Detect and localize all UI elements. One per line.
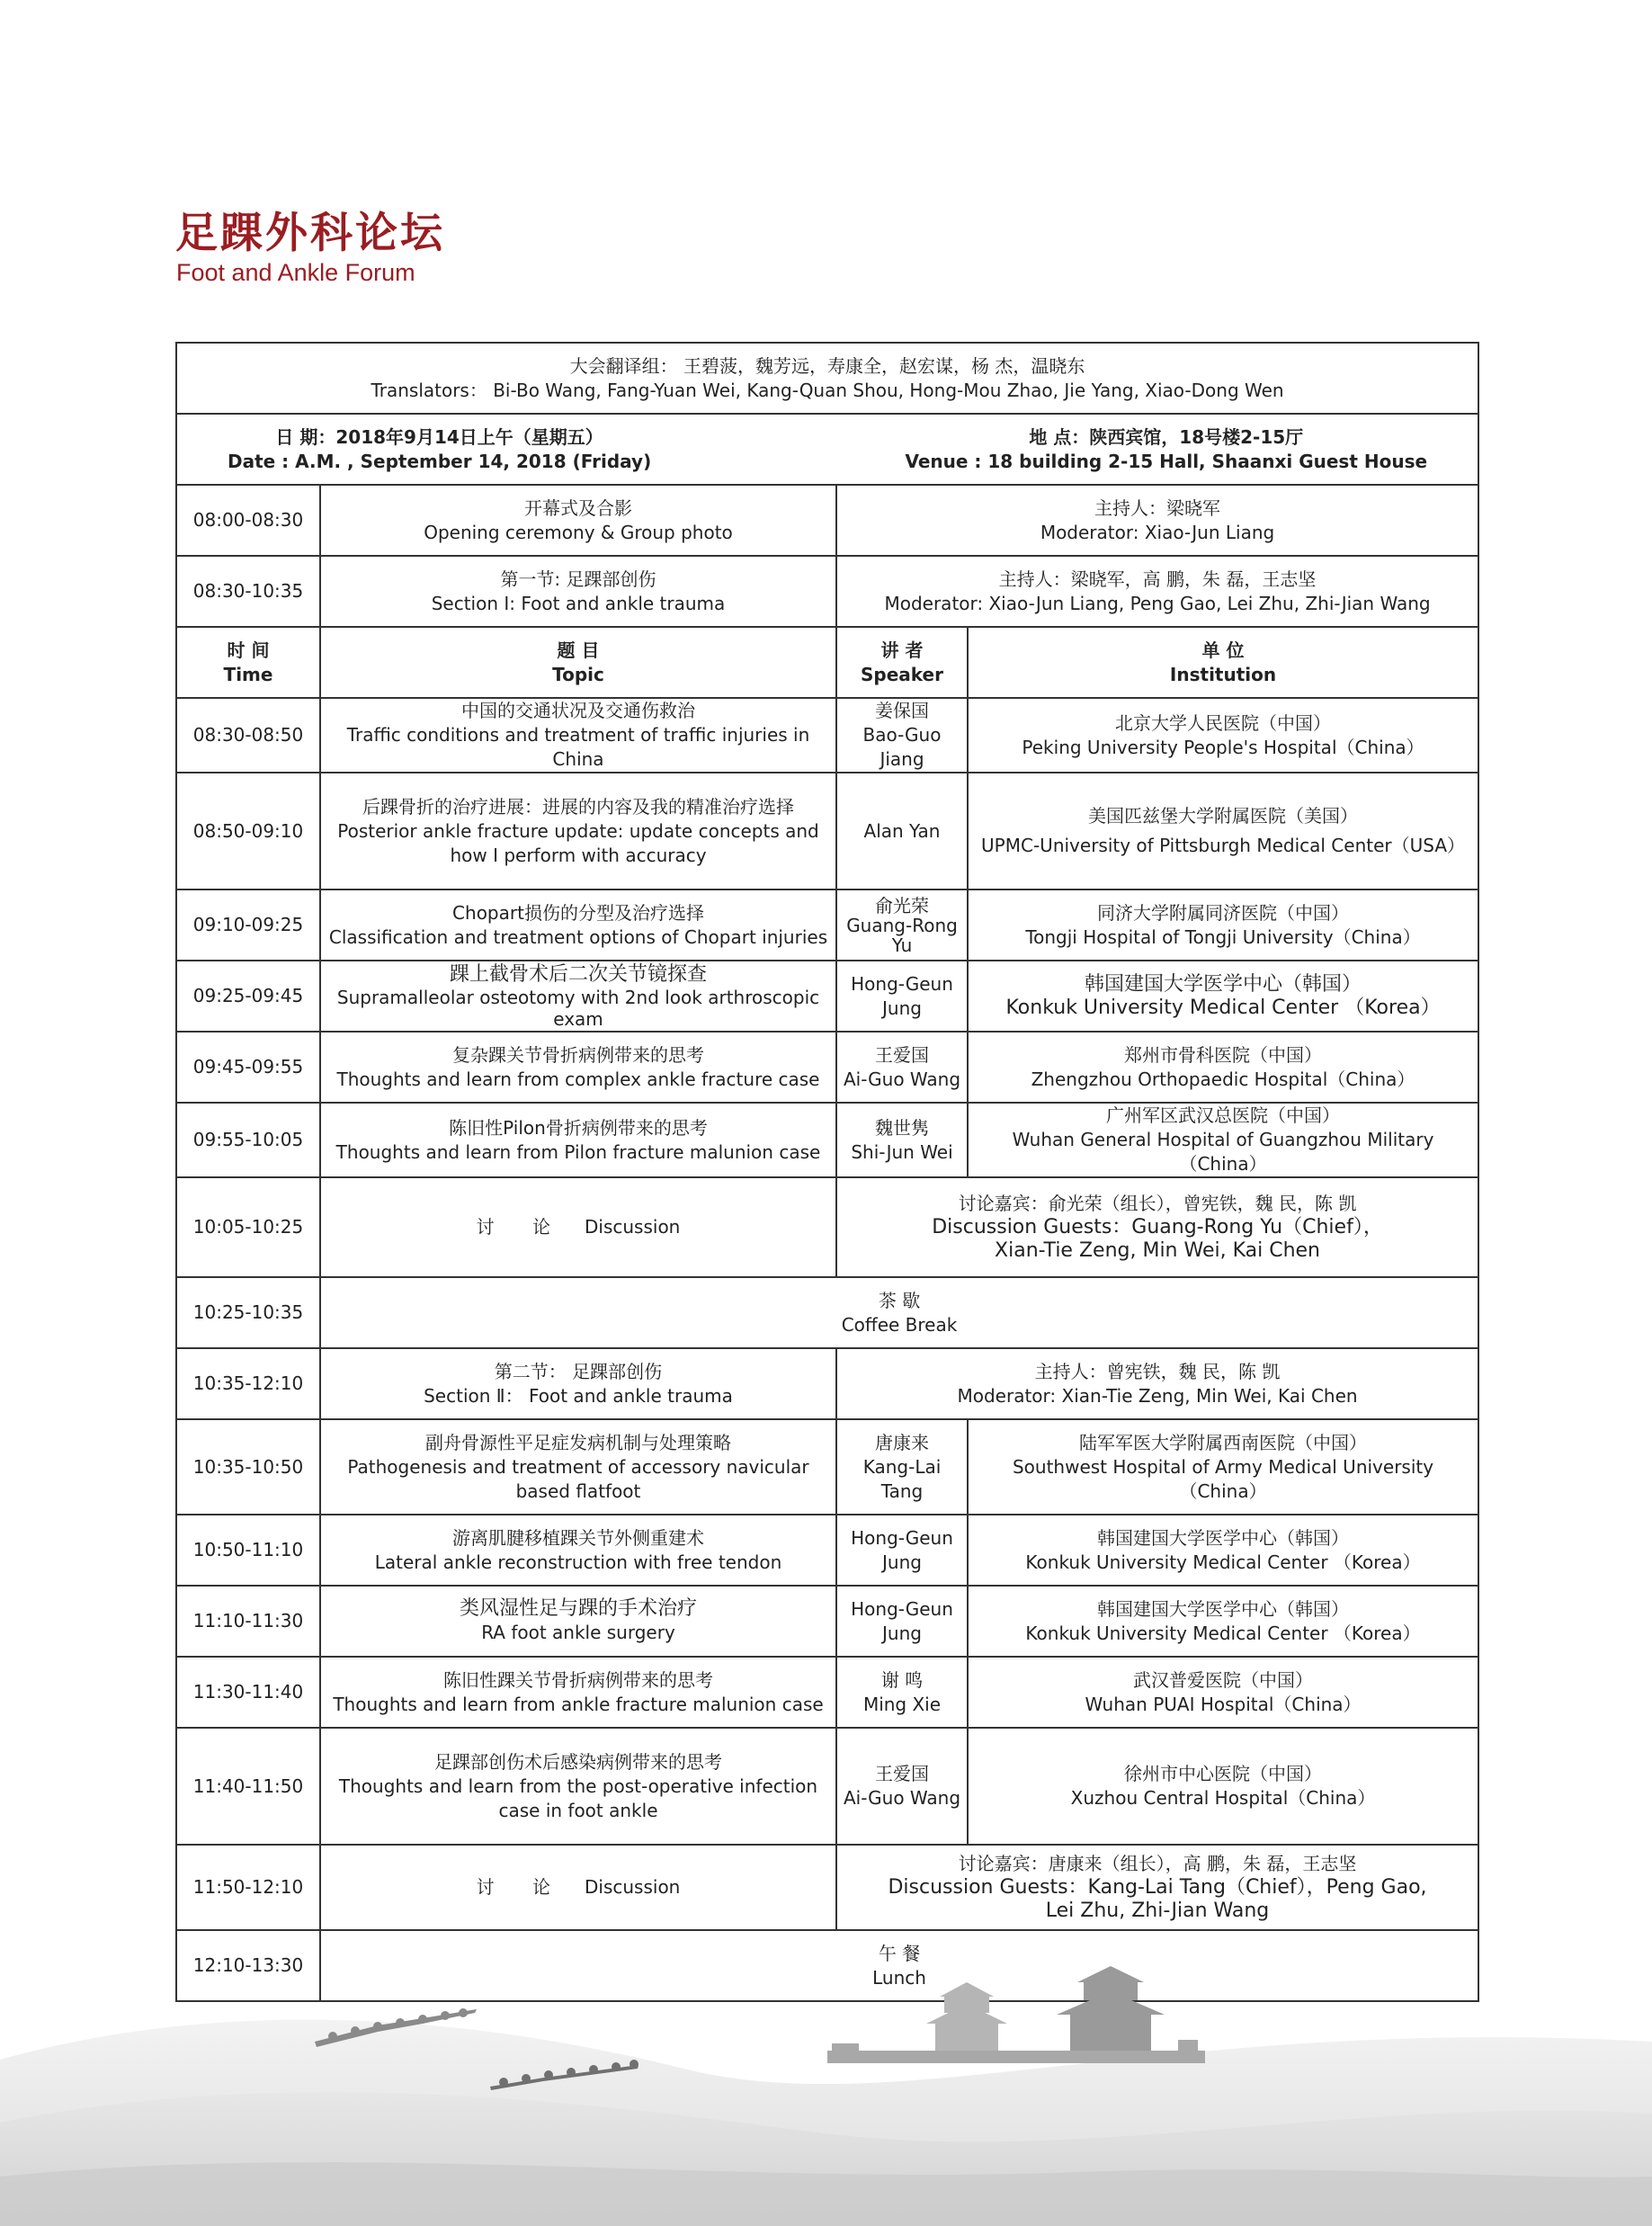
table-row — [176, 961, 1478, 1032]
discussion-guests: 讨论嘉宾：唐康来（组长），高 鹏，朱 磊，王志坚 Discussion Guests：Kang-Lai Tang（Chief），Peng Gao, Lei Zhu, Zhi-Jian Wang — [836, 1845, 1478, 1930]
pagoda-icon — [1057, 1966, 1165, 2051]
table-row — [176, 1657, 1478, 1728]
topic-cell: 陈旧性踝关节骨折病例带来的思考 Thoughts and learn from ankle fracture malunion case — [320, 1657, 836, 1728]
section2-row — [176, 1348, 1478, 1419]
topic-cell: 踝上截骨术后二次关节镜探查 Supramalleolar osteotomy with 2nd look arthroscopic exam — [320, 961, 836, 1032]
time-cell: 10:35-10:50 — [176, 1419, 320, 1515]
topic-cell: 第二节： 足踝部创伤 Section Ⅱ： Foot and ankle trauma — [320, 1348, 836, 1419]
time-cell: 11:50-12:10 — [176, 1845, 320, 1930]
topic-cell: 足踝部创伤术后感染病例带来的思考 Thoughts and learn from the post-operative infection case in foot ankle — [320, 1728, 836, 1845]
topic-cell: 陈旧性Pilon骨折病例带来的思考 Thoughts and learn from Pilon fracture malunion case — [320, 1103, 836, 1177]
discussion-row — [176, 1845, 1478, 1930]
break-row — [176, 1277, 1478, 1348]
moderator-cell — [836, 485, 1478, 556]
institution-header: 单 位 Institution — [968, 627, 1478, 698]
speaker-cell: 王爱国 Ai-Guo Wang — [836, 1032, 968, 1103]
institution-cell: 韩国建国大学医学中心（韩国） Konkuk University Medical Center （Korea） — [968, 1586, 1478, 1657]
time-cell: 10:50-11:10 — [176, 1515, 320, 1586]
speaker-cell: 魏世隽 Shi-Jun Wei — [836, 1103, 968, 1177]
moderator-cell: 主持人：曾宪铁，魏 民，陈 凯 Moderator: Xian-Tie Zeng, Min Wei, Kai Chen — [836, 1348, 1478, 1419]
table-row — [176, 698, 1478, 773]
institution-cell: 北京大学人民医院（中国） Peking University People's Hospital（China） — [968, 698, 1478, 773]
table-row — [176, 1032, 1478, 1103]
date-venue-row — [176, 414, 1478, 485]
discussion-label: 讨 论 Discussion — [320, 1845, 836, 1930]
time-cell: 09:45-09:55 — [176, 1032, 320, 1103]
page-subtitle: Foot and Ankle Forum — [176, 259, 415, 286]
speaker-cell: Hong-Geun Jung — [836, 1586, 968, 1657]
time-cell: 08:30-08:50 — [176, 698, 320, 773]
speaker-cell: 姜保国 Bao-Guo Jiang — [836, 698, 968, 773]
topic-cell — [320, 556, 836, 627]
time-cell: 09:10-09:25 — [176, 890, 320, 961]
time-cell: 09:55-10:05 — [176, 1103, 320, 1177]
institution-cell: 武汉普爱医院（中国） Wuhan PUAI Hospital（China） — [968, 1657, 1478, 1728]
institution-cell: 郑州市骨科医院（中国） Zhengzhou Orthopaedic Hospital（China） — [968, 1032, 1478, 1103]
moderator-en: Moderator: Xiao-Jun Liang, Peng Gao, Lei Zhu, Zhi-Jian Wang — [884, 592, 1431, 614]
lunch-cell: 午 餐 Lunch — [320, 1930, 1478, 2001]
time-cell: 11:30-11:40 — [176, 1657, 320, 1728]
topic-en: Opening ceremony & Group photo — [424, 521, 733, 543]
opening-row — [176, 485, 1478, 556]
time-cell: 09:25-09:45 — [176, 961, 320, 1032]
speaker-cell: 谢 鸣 Ming Xie — [836, 1657, 968, 1728]
moderator-cn: 主持人：梁晓军 — [1094, 496, 1221, 519]
date-block — [228, 425, 651, 474]
table-row — [176, 1586, 1478, 1657]
speaker-cell: 唐康来 Kang-Lai Tang — [836, 1419, 968, 1515]
moderator-cn: 主持人：梁晓军，高 鹏，朱 磊，王志坚 — [998, 568, 1317, 590]
break-cell: 茶 歇 Coffee Break — [320, 1277, 1478, 1348]
column-header-row — [176, 627, 1478, 698]
speaker-cell: 俞光荣 Guang-Rong Yu — [836, 890, 968, 961]
discussion-guests: 讨论嘉宾：俞光荣（组长），曾宪铁，魏 民，陈 凯 Discussion Guests：Guang-Rong Yu（Chief）， Xian-Tie Zeng, Min Wei, Kai Chen — [836, 1177, 1478, 1277]
institution-cell: 美国匹兹堡大学附属医院（美国） UPMC-University of Pittsburgh Medical Center（USA） — [968, 773, 1478, 890]
translators-row — [176, 343, 1478, 414]
table-row — [176, 1419, 1478, 1515]
institution-cell: 广州军区武汉总医院（中国） Wuhan General Hospital of Guangzhou Military（China） — [968, 1103, 1478, 1177]
topic-en: Section I: Foot and ankle trauma — [431, 592, 726, 614]
table-row — [176, 773, 1478, 890]
time-cell: 10:25-10:35 — [176, 1277, 320, 1348]
topic-cell — [320, 485, 836, 556]
table-row — [176, 1515, 1478, 1586]
institution-cell: 徐州市中心医院（中国） Xuzhou Central Hospital（China） — [968, 1728, 1478, 1845]
time-cell: 08:30-10:35 — [176, 556, 320, 627]
topic-cell: 后踝骨折的治疗进展：进展的内容及我的精准治疗选择 Posterior ankle fracture update: update concepts and how I perform with accuracy — [320, 773, 836, 890]
time-cell: 08:50-09:10 — [176, 773, 320, 890]
time-cell: 11:40-11:50 — [176, 1728, 320, 1845]
institution-cell: 陆军军医大学附属西南医院（中国） Southwest Hospital of Army Medical University（China） — [968, 1419, 1478, 1515]
topic-cell: 中国的交通状况及交通伤救治 Traffic conditions and treatment of traffic injuries in China — [320, 698, 836, 773]
venue-block — [905, 425, 1427, 474]
table-row — [176, 1103, 1478, 1177]
time-header: 时 间 Time — [176, 627, 320, 698]
time-cell: 08:00-08:30 — [176, 485, 320, 556]
page-title: 足踝外科论坛 — [175, 209, 445, 258]
discussion-row — [176, 1177, 1478, 1277]
schedule-table — [175, 342, 1479, 2002]
topic-cell: 类风湿性足与踝的手术治疗 RA foot ankle surgery — [320, 1586, 836, 1657]
topic-cell: 游离肌腱移植踝关节外侧重建术 Lateral ankle reconstruction with free tendon — [320, 1515, 836, 1586]
speaker-cell: Hong-Geun Jung — [836, 961, 968, 1032]
topic-cell: Chopart损伤的分型及治疗选择 Classification and treatment options of Chopart injuries — [320, 890, 836, 961]
date-en: Date : A.M. , September 14, 2018 (Friday) — [228, 450, 652, 472]
translators-en: Translators： Bi-Bo Wang, Fang-Yuan Wei, Kang-Quan Shou, Hong-Mou Zhao, Jie Yang, Xiao-Dong Wen — [371, 379, 1284, 401]
topic-cn: 开幕式及合影 — [524, 496, 632, 519]
speaker-header: 讲 者 Speaker — [836, 627, 968, 698]
topic-cn: 第一节: 足踝部创伤 — [500, 568, 656, 590]
speaker-cell: Alan Yan — [836, 773, 968, 890]
moderator-cell — [836, 556, 1478, 627]
decorative-landscape — [0, 1961, 1652, 2226]
institution-cell: 韩国建国大学医学中心（韩国） Konkuk University Medical Center （Korea） — [968, 1515, 1478, 1586]
topic-cell: 复杂踝关节骨折病例带来的思考 Thoughts and learn from complex ankle fracture case — [320, 1032, 836, 1103]
topic-header: 题 目 Topic — [320, 627, 836, 698]
date-cn: 日 期：2018年9月14日上午（星期五） — [275, 425, 603, 448]
discussion-label: 讨 论 Discussion — [320, 1177, 836, 1277]
venue-en: Venue : 18 building 2-15 Hall, Shaanxi Guest House — [905, 450, 1428, 472]
time-cell: 12:10-13:30 — [176, 1930, 320, 2001]
table-row — [176, 1728, 1478, 1845]
venue-cn: 地 点：陕西宾馆，18号楼2-15厅 — [1029, 425, 1304, 448]
speaker-cell: Hong-Geun Jung — [836, 1515, 968, 1586]
institution-cell: 韩国建国大学医学中心（韩国） Konkuk University Medical Center （Korea） — [968, 961, 1478, 1032]
moderator-en: Moderator: Xiao-Jun Liang — [1040, 521, 1275, 543]
time-cell: 10:35-12:10 — [176, 1348, 320, 1419]
institution-cell: 同济大学附属同济医院（中国） Tongji Hospital of Tongji University（China） — [968, 890, 1478, 961]
table-row — [176, 890, 1478, 961]
time-cell: 10:05-10:25 — [176, 1177, 320, 1277]
translators-cn: 大会翻译组： 王碧菠，魏芳远，寿康全，赵宏谋，杨 杰，温晓东 — [569, 354, 1085, 377]
topic-cell: 副舟骨源性平足症发病机制与处理策略 Pathogenesis and treatment of accessory navicular based flatfoot — [320, 1419, 836, 1515]
pagoda-icon — [926, 1982, 1007, 2051]
speaker-cell: 王爱国 Ai-Guo Wang — [836, 1728, 968, 1845]
time-cell: 11:10-11:30 — [176, 1586, 320, 1657]
section1-row — [176, 556, 1478, 627]
